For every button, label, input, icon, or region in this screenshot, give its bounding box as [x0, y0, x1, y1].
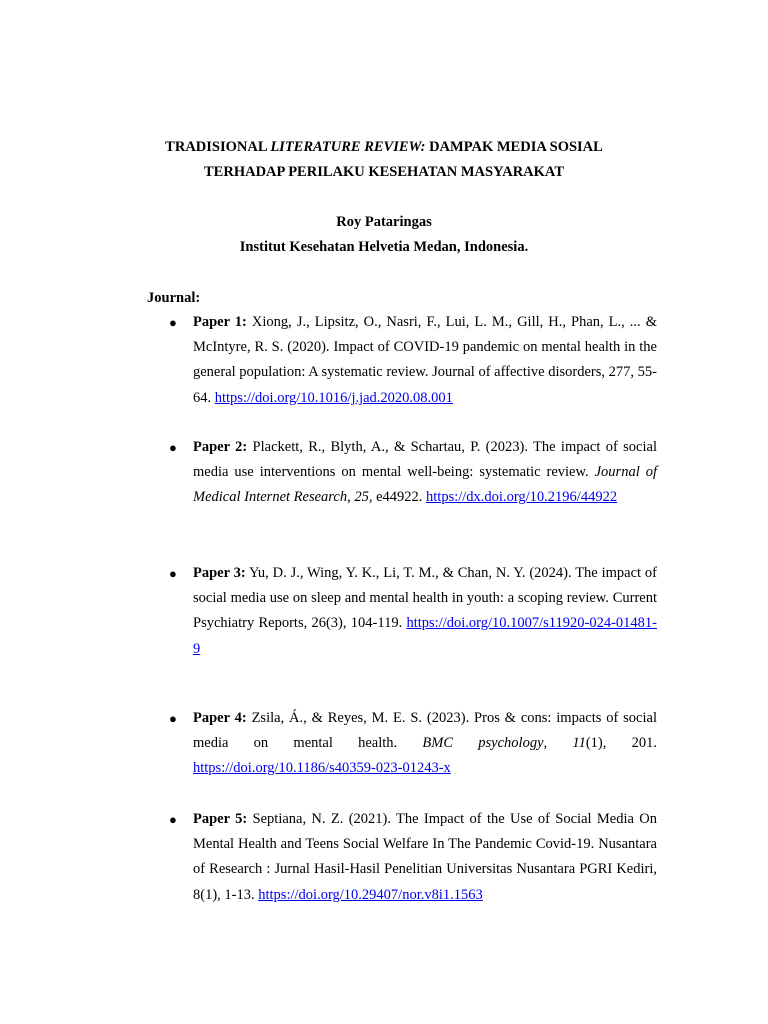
- bullet-icon: ●: [169, 440, 177, 455]
- doi-link[interactable]: https://doi.org/10.1016/j.jad.2020.08.001: [214, 389, 453, 406]
- list-item-paper-4: ● Paper 4: Zsila, Á., & Reyes, M. E. S. (2023). Pros & cons: impacts of social media on mental health. BMC psychology, 11(1), 201. https://doi.org/10.1186/s40359-023-01243-x: [193, 706, 657, 782]
- paper-label: Paper 1:: [193, 314, 247, 330]
- paper-label: Paper 4:: [193, 710, 247, 726]
- paper-label: Paper 3:: [193, 565, 246, 581]
- bullet-icon: ●: [169, 315, 177, 330]
- doi-link[interactable]: https://doi.org/10.29407/nor.v8i1.1563: [258, 886, 483, 903]
- paper-label: Paper 2:: [193, 439, 248, 455]
- paper-citation: Zsila, Á., & Reyes, M. E. S. (2023). Pros & cons: impacts of social media on mental health.: [193, 710, 657, 752]
- journal-name: Journal of Medical Internet Research: [193, 464, 657, 506]
- list-item-paper-5: [169, 807, 657, 908]
- bullet-icon: ●: [169, 711, 177, 726]
- paper-citation: Septiana, N. Z. (2021). The Impact of the Use of Social Media On Mental Health and Teens Social Welfare In The Pandemic Covid-19. Nusantara of Research : Jurnal Hasil-Hasil Penelitian Universitas Nusantara PGRI Kediri, 8(1), 1-13.: [193, 811, 657, 903]
- author-name: Roy Pataringas: [336, 214, 432, 230]
- doi-link[interactable]: https://dx.doi.org/10.2196/44922: [426, 489, 618, 506]
- journal-name: BMC psychology: [422, 735, 544, 752]
- document-title: [0, 135, 768, 185]
- list-item-paper-1: [169, 310, 657, 411]
- title-line-2: TERHADAP PERILAKU KESEHATAN MASYARAKAT: [204, 164, 564, 180]
- bullet-icon: ●: [169, 566, 177, 581]
- paper-citation: Plackett, R., Blyth, A., & Schartau, P. (2023). The impact of social media use interventions on mental well-being: systematic review.: [193, 439, 657, 481]
- journal-heading: Journal:: [147, 290, 201, 306]
- paper-citation: Xiong, J., Lipsitz, O., Nasri, F., Lui, L. M., Gill, H., Phan, L., ... & McIntyre, R. S. (2020). Impact of COVID-19 pandemic on mental health in the general population: A systematic review. Journal of affective disorders, 277, 55-64.: [193, 314, 657, 406]
- list-item-paper-2: ● Paper 2: Plackett, R., Blyth, A., & Schartau, P. (2023). The impact of social media use interventions on mental well-being: systematic review. Journal of Medical Internet Research, 25, e44922. https://dx.doi.org/10.2196/44922: [193, 435, 657, 511]
- bullet-icon: ●: [169, 812, 177, 827]
- doi-link[interactable]: https://doi.org/10.1007/s11920-024-01481-9: [193, 615, 657, 657]
- paper-citation: Yu, D. J., Wing, Y. K., Li, T. M., & Chan, N. Y. (2024). The impact of social media use on sleep and mental health in youth: a scoping review. Current Psychiatry Reports, 26(3), 104-119.: [193, 565, 657, 632]
- doi-link[interactable]: https://doi.org/10.1186/s40359-023-01243-x: [193, 760, 451, 777]
- author-block: [0, 210, 768, 260]
- title-line-1: TRADISIONAL LITERATURE REVIEW: DAMPAK MEDIA SOSIAL: [165, 139, 603, 155]
- author-affiliation: Institut Kesehatan Helvetia Medan, Indonesia.: [239, 239, 529, 255]
- list-item-paper-3: [169, 561, 657, 662]
- journal-volume: 11: [572, 735, 586, 752]
- journal-volume: 25: [354, 489, 369, 506]
- paper-label: Paper 5:: [193, 811, 248, 827]
- title-italic-phrase: LITERATURE REVIEW:: [270, 139, 426, 155]
